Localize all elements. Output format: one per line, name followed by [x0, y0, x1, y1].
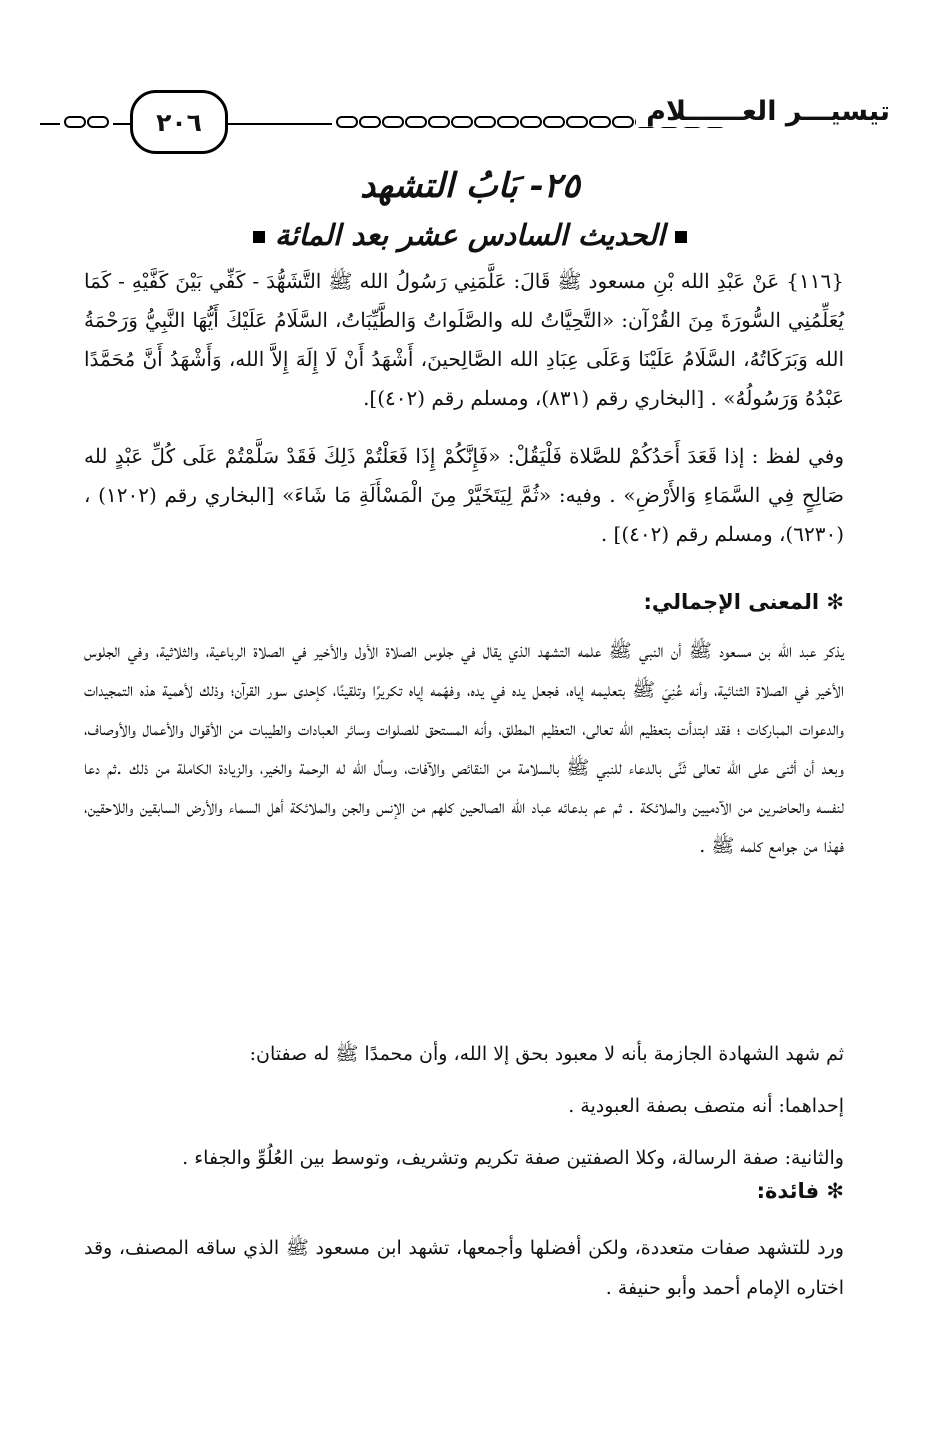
- benefit-text: ورد للتشهد صفات متعددة، ولكن أفضلها وأجمعها، تشهد ابن مسعود ﷺ الذي ساقه المصنف، وقد اختاره الإمام أحمد وأبو حنيفة .: [84, 1237, 844, 1299]
- subheading-row: [40, 218, 900, 252]
- chapter-title: ٢٥- بَابُ التشهد: [359, 166, 581, 206]
- second-quality: والثانية: صفة الرسالة، وكلا الصفتين صفة تكريم وتشريف، وتوسط بين العُلُوِّ والجفاء .: [182, 1147, 844, 1169]
- header-ornament-left: [60, 114, 113, 132]
- meaning-title: ✻ المعنى الإجمالي:: [643, 590, 844, 614]
- meaning-text: يذكر عبد الله بن مسعود ﷺ أن النبي ﷺ علمه التشهد الذي يقال في جلوس الصلاة الأول والأخير في الصلاة الرباعية، والثلاثية، وفي الجلوس الأخير في الصلاة الثنائية، وأنه عُنِيَ ﷺ بتعليمه إياه، فجعل يده في يده، وفهّمه إياه تكريرًا وتلقينًا، كإحدى سور القرآن؛ وذلك لأهمية هذه التمجيدات والدعوات المباركات ؛ فقد ابتدأت بتعظيم الله تعالى، التعظيم المطلق، وأنه المستحق للصلوات وسائر العبادات والطيبات من الأقوال والأعمال والأوصاف، وبعد أن أثنى على الله تعالى ثَنَّى بالدعاء للنبي ﷺ بالسلامة من النقائص والآفات، وسأل الله له الرحمة والخير، والزيادة الكاملة من ذلك .ثم دعا لنفسه والحاضرين من الآدميين والملائكة . ثم عم بدعائه عباد الله الصالحين كلهم من الإنس والجن والملائكة أهل السماء والأرض السابقين واللاحقين، فهذا من جوامع كلمه ﷺ .: [84, 640, 844, 857]
- benefit-title: ✻ فائدة:: [756, 1179, 844, 1203]
- first-quality: إحداهما: أنه متصف بصفة العبودية .: [568, 1095, 844, 1117]
- page-number: ٢٠٦: [130, 90, 228, 154]
- subheading: الحديث السادس عشر بعد المائة: [274, 218, 666, 252]
- square-bullet-icon: [253, 231, 265, 243]
- shahada-text: ثم شهد الشهادة الجازمة بأنه لا معبود بحق إلا الله، وأن محمدًا ﷺ له صفتان:: [249, 1043, 844, 1065]
- square-bullet-icon: [675, 231, 687, 243]
- page-header: [40, 88, 900, 158]
- variant-text: وفي لفظ : إذا قَعَدَ أَحَدُكُمْ للصَّلاة فَلْيَقُلْ: «فَإِنَّكُمْ إِذَا فَعَلْتُمْ ذَلِكَ فَقَدْ سَلَّمْتُمْ عَلَى كُلِّ عَبْدٍ لله صَالِحٍ فِي السَّمَاءِ وَالأَرْضِ» . وفيه: «ثُمَّ لِيَتَخَيَّرْ مِنَ الْمَسْأَلَةِ مَا شَاءَ» [البخاري رقم (١٢٠٢) ، (٦٢٣٠)، ومسلم رقم (٤٠٢)] .: [84, 444, 845, 546]
- hadith-text: {١١٦} عَنْ عَبْدِ الله بْنِ مسعود ﷺ قَالَ: عَلَّمَنِي رَسُولُ الله ﷺ التَّشَهُّدَ - كَفِّي بَيْنَ كَفَّيْهِ - كَمَا يُعَلِّمُنِي السُّورَةَ مِنَ القُرْآن: «التَّحِيَّاتُ لله والصَّلَواتُ وَالطَّيِّبَاتُ، السَّلَامُ عَلَيْكَ أَيُّهَا النَّبِيُّ وَرَحْمَةُ الله وَبَرَكَاتُهُ، السَّلَامُ عَلَيْنَا وَعَلَى عِبَادِ الله الصَّالِحينَ، أَشْهَدُ أَنْ لَا إِلَهَ إِلاَّ الله، وَأَشْهَدُ أَنَّ مُحَمَّدًا عَبْدُهُ وَرَسُولُهُ» . [البخاري رقم (٨٣١)، ومسلم رقم (٤٠٢)].: [84, 269, 844, 410]
- book-title: تيسيـــر العــــــلام: [636, 96, 900, 127]
